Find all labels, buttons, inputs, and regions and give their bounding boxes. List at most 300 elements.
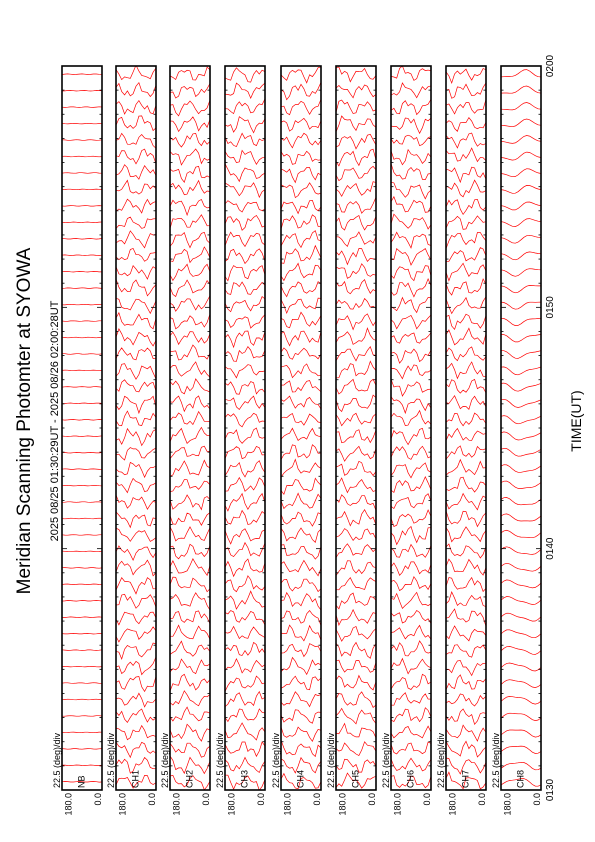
trace-line [391,428,431,444]
trace-line [501,580,541,588]
trace-line [225,249,265,264]
trace-line [116,313,156,329]
trace-line [116,495,156,509]
trace-line [170,379,210,394]
trace-line [336,314,376,330]
panel-traces [225,68,265,791]
trace-line [391,249,431,266]
trace-line [391,411,431,426]
trace-line [281,414,321,426]
trace-line [281,133,321,148]
trace-line [391,641,431,656]
trace-line [501,152,541,160]
trace-line [446,661,486,676]
trace-line [225,543,265,557]
trace-line [281,459,321,477]
trace-line [116,199,156,213]
panel-ch5 [326,66,377,816]
trace-line [116,627,156,642]
trace-line [116,149,156,164]
trace-line [336,149,376,166]
trace-line [336,544,376,558]
trace-line [225,692,265,707]
trace-line [281,644,321,657]
scale-label: 22.5 (deg)/div [326,732,336,788]
trace-line [116,726,156,740]
panel-frame [446,66,486,790]
trace-line [501,235,541,243]
trace-line [116,231,156,248]
trace-line [501,169,541,177]
trace-line [225,576,265,592]
trace-line [281,200,321,213]
trace-line [391,365,431,379]
trace-line [62,666,102,667]
panel-frame [336,66,376,790]
trace-line [281,231,321,248]
trace-line [501,103,541,110]
trace-line [501,136,541,144]
trace-line [281,545,321,560]
trace-line [281,348,321,359]
trace-line [170,480,210,492]
trace-line [62,502,102,503]
trace-line [391,397,431,413]
trace-line [170,641,210,656]
trace-line [501,367,541,375]
trace-line [336,708,376,723]
trace-line [501,547,541,555]
trace-line [336,627,376,642]
trace-line [336,561,376,576]
trace-line [225,611,265,626]
trace-line [225,627,265,639]
trace-line [446,248,486,262]
trace-line [336,676,376,690]
trace-line [336,264,376,279]
trace-line [446,559,486,575]
trace-line [391,164,431,180]
y-max-label: 180.0 [171,793,182,816]
trace-line [116,329,156,346]
trace-line [391,477,431,493]
trace-line [391,118,431,133]
trace-line [116,279,156,296]
trace-line [446,314,486,329]
trace-line [446,133,486,148]
trace-line [170,133,210,147]
trace-line [501,630,541,638]
trace-line [62,633,102,634]
trace-line [225,282,265,294]
trace-line [62,107,102,108]
trace-line [170,181,210,195]
trace-line [225,461,265,477]
trace-line [501,448,541,456]
trace-line [336,510,376,526]
trace-line [501,119,541,127]
trace-line [281,727,321,741]
trace-line [501,530,541,537]
y-max-label: 180.0 [502,793,513,816]
trace-line [281,331,321,346]
trace-line [225,183,265,197]
trace-line [62,140,102,141]
trace-line [446,645,486,658]
trace-line [116,298,156,313]
trace-line [62,551,102,552]
trace-line [116,380,156,392]
trace-line [336,249,376,265]
trace-line [501,202,541,210]
trace-line [501,70,541,77]
trace-line [281,364,321,378]
trace-line [391,625,431,639]
trace-line [446,347,486,361]
trace-line [446,675,486,690]
trace-line [116,612,156,625]
trace-line [116,180,156,194]
trace-line [281,396,321,409]
trace-line [391,527,431,545]
y-min-label: 0.0 [147,793,157,806]
trace-line [446,460,486,476]
trace-line [62,90,102,91]
trace-line [116,429,156,446]
trace-line [446,446,486,459]
trace-line [62,337,102,338]
trace-line [116,512,156,528]
x-tick-label: 0140 [545,537,556,560]
trace-line [391,266,431,281]
trace-line [446,180,486,197]
channel-name-label: NB [76,775,87,788]
trace-line [170,166,210,182]
trace-line [336,724,376,738]
trace-line [501,613,541,621]
trace-line [62,206,102,207]
trace-line [281,625,321,641]
trace-line [391,214,431,229]
trace-line [281,82,321,99]
trace-line [62,683,102,684]
trace-line [62,271,102,272]
trace-line [336,495,376,511]
trace-line [391,463,431,478]
trace-line [225,642,265,655]
trace-line [391,379,431,396]
trace-line [281,67,321,83]
trace-line [170,296,210,312]
panel-frame [62,66,102,790]
trace-line [116,348,156,360]
trace-line [281,493,321,508]
trace-line [391,298,431,313]
y-min-label: 0.0 [532,793,542,806]
trace-line [501,680,541,688]
scale-label: 22.5 (deg)/div [106,732,116,788]
trace-line [225,478,265,492]
trace-line [62,387,102,388]
trace-line [281,99,321,115]
trace-line [446,362,486,378]
trace-line [116,411,156,426]
trace-line [446,199,486,214]
trace-line [116,396,156,413]
trace-line [170,659,210,674]
trace-line [391,83,431,98]
trace-line [225,529,265,544]
trace-line [225,347,265,362]
trace-line [501,713,541,720]
panel-traces [336,67,376,788]
trace-line [391,674,431,689]
trace-line [116,657,156,675]
trace-line [501,663,541,671]
trace-line [336,478,376,492]
trace-line [446,297,486,314]
trace-line [391,611,431,624]
trace-line [225,164,265,182]
trace-line [170,674,210,691]
trace-line [281,246,321,264]
trace-line [446,233,486,249]
trace-line [225,446,265,458]
trace-line [501,498,541,505]
channel-panels [52,65,542,815]
trace-line [501,465,541,473]
trace-line [225,382,265,395]
trace-line [446,429,486,441]
scale-label: 22.5 (deg)/div [215,732,225,788]
trace-line [446,626,486,641]
trace-line [62,485,102,486]
trace-line [446,544,486,558]
trace-line [336,361,376,378]
trace-line [116,742,156,757]
trace-line [391,182,431,199]
trace-line [281,560,321,575]
trace-line [170,495,210,510]
channel-name-label: CH3 [239,769,250,788]
trace-line [225,396,265,409]
trace-line [170,724,210,741]
panel-traces [501,70,541,787]
trace-line [391,66,431,80]
trace-line [170,396,210,411]
scale-label: 22.5 (deg)/div [381,732,391,788]
trace-line [170,117,210,132]
scale-label: 22.5 (deg)/div [271,732,281,788]
panel-frame [170,66,210,790]
trace-line [336,742,376,756]
trace-line [501,269,541,277]
panel-frame [281,66,321,790]
trace-line [116,676,156,691]
trace-line [391,708,431,722]
trace-line [501,252,541,260]
trace-line [336,395,376,411]
trace-line [336,578,376,590]
channel-name-label: CH4 [295,769,306,788]
trace-line [116,165,156,180]
panel-traces [116,65,156,788]
panel-ch6 [381,66,432,816]
trace-line [116,83,156,97]
trace-line [116,578,156,594]
trace-line [391,562,431,575]
trace-line [116,693,156,707]
trace-line [391,232,431,248]
x-tick-label: 0200 [545,54,556,78]
trace-line [446,494,486,510]
trace-line [446,379,486,393]
trace-line [170,149,210,165]
channel-name-label: CH6 [405,769,416,788]
trace-line [62,601,102,602]
trace-line [336,232,376,246]
trace-line [446,694,486,706]
trace-line [501,514,541,521]
trace-line [336,85,376,98]
trace-line [391,726,431,738]
rotated-plot-area [14,54,584,815]
trace-line [281,312,321,328]
trace-line [62,765,102,766]
trace-line [62,189,102,190]
trace-line [170,264,210,280]
trace-line [391,494,431,509]
trace-line [225,591,265,609]
trace-line [281,593,321,610]
trace-line [225,117,265,133]
trace-line [116,248,156,261]
trace-line [62,716,102,717]
trace-line [62,568,102,569]
trace-line [281,740,321,756]
trace-line [391,197,431,213]
trace-line [62,288,102,289]
y-max-label: 180.0 [282,793,293,816]
trace-line [446,216,486,229]
trace-line [336,379,376,394]
trace-line [281,168,321,183]
x-tick-labels [545,54,556,801]
trace-line [62,354,102,355]
trace-line [501,746,541,753]
trace-line [116,462,156,477]
panel-traces [170,67,210,790]
trace-line [501,219,541,227]
trace-line [170,544,210,559]
trace-line [225,365,265,378]
trace-line [501,432,541,440]
channel-name-label: CH1 [130,769,141,788]
trace-line [281,710,321,723]
trace-line [170,412,210,425]
trace-line [336,100,376,113]
trace-line [281,478,321,494]
trace-line [446,83,486,99]
trace-line [62,452,102,453]
trace-line [170,345,210,360]
trace-line [391,742,431,754]
trace-line [336,116,376,132]
trace-line [501,285,541,292]
trace-line [336,182,376,197]
trace-line [281,692,321,707]
trace-line [116,217,156,228]
trace-line [336,197,376,213]
trace-line [225,723,265,740]
trace-line [501,481,541,489]
trace-line [501,597,541,605]
trace-line [391,659,431,674]
trace-line [116,709,156,722]
trace-line [281,282,321,297]
panel-traces [62,74,102,782]
trace-line [116,546,156,560]
trace-line [170,446,210,458]
trace-line [336,328,376,344]
trace-line [116,479,156,493]
trace-line [281,381,321,393]
trace-line [336,660,376,672]
trace-line [170,247,210,263]
trace-line [225,428,265,443]
trace-line [170,67,210,80]
trace-line [336,134,376,149]
trace-line [62,222,102,223]
trace-line [336,529,376,541]
trace-line [391,510,431,527]
trace-line [116,133,156,148]
trace-line [501,563,541,571]
trace-line [225,676,265,691]
trace-line [62,403,102,404]
trace-line [62,156,102,157]
trace-line [336,461,376,475]
trace-line [62,469,102,470]
trace-line [225,315,265,329]
trace-line [501,302,541,309]
trace-line [501,351,541,359]
trace-line [170,559,210,576]
y-min-label: 0.0 [201,793,211,806]
trace-line [62,255,102,256]
trace-line [281,428,321,440]
trace-line [336,67,376,82]
scale-label: 22.5 (deg)/div [52,732,62,788]
trace-line [446,99,486,114]
trace-line [62,420,102,421]
trace-line [116,364,156,380]
trace-line [336,593,376,609]
y-max-label: 180.0 [392,793,403,816]
trace-line [170,215,210,229]
trace-line [116,101,156,114]
trace-line [501,416,541,424]
trace-line [446,279,486,295]
chart-title: Meridian Scanning Photomter at SYOWA [14,247,35,595]
trace-line [446,609,486,626]
trace-line [336,280,376,294]
channel-name-label: CH5 [350,769,361,788]
trace-line [446,118,486,132]
trace-line [170,527,210,541]
trace-line [336,413,376,425]
trace-line [281,676,321,690]
